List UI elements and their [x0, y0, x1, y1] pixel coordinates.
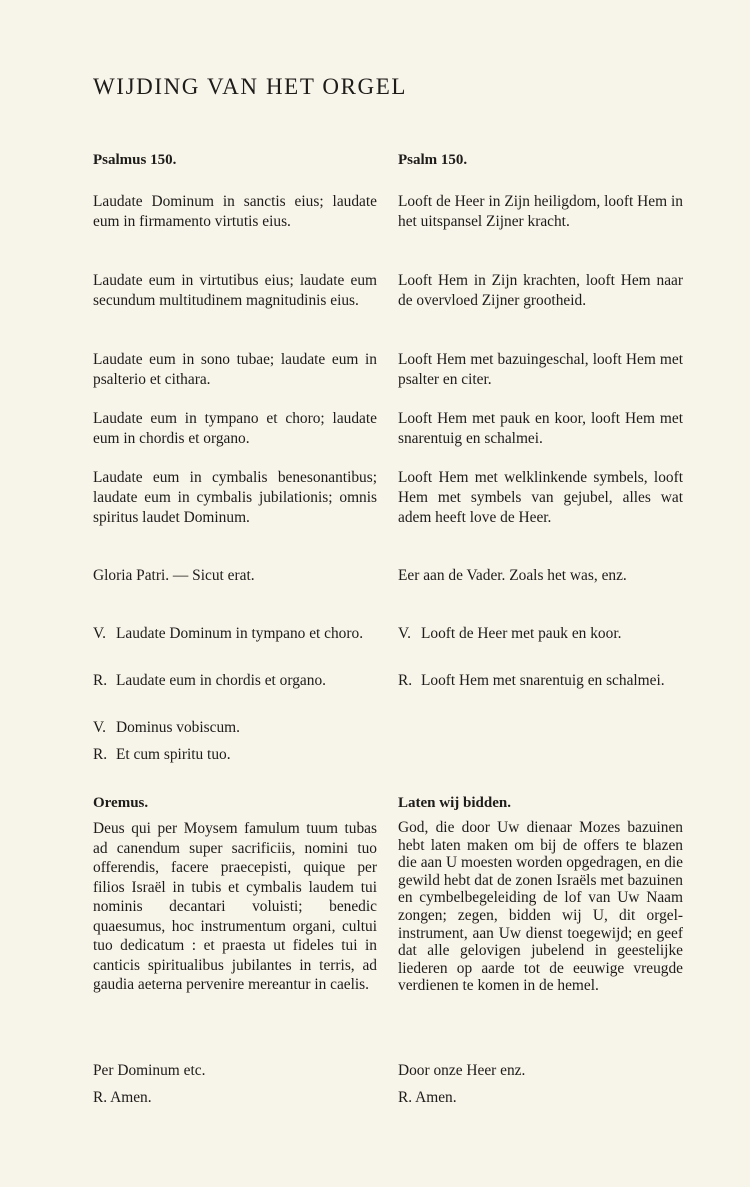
- dutch-prayer: God, die door Uw dienaar Mozes bazuinen hebt laten maken om bij de offers te blazen die aan U moesten worden opgedragen, en die gewild hebt dat de zonen Israëls met bazuinen en cymbelbegeleiding de lof van Uw Naam zongen; zegen, bidden wij U, dit orgel-instrument, aan Uw dienst toegewijd; en geef dat alle gelovigen jubelend in geestelijke liederen op aarde tot de eeuwige vreugde verdienen te komen in de hemel.: [398, 819, 683, 995]
- latin-amen: R. Amen.: [93, 1089, 152, 1106]
- dutch-verse-4: Looft Hem met pauk en koor, looft Hem met snarentuig en schalmei.: [398, 410, 683, 447]
- response-text: Looft Hem met snarentuig en schalmei.: [421, 672, 665, 689]
- versicle-text: Dominus vobiscum.: [116, 719, 240, 736]
- response-mark: R.: [398, 672, 413, 689]
- response-mark: R.: [93, 672, 108, 689]
- latin-prayer-heading: Oremus.: [93, 795, 149, 811]
- dutch-gloria: Eer aan de Vader. Zoals het was, enz.: [398, 567, 627, 584]
- response-text: Et cum spiritu tuo.: [116, 746, 231, 763]
- latin-verse-1: Laudate Dominum in sanctis eius; laudate eum in firmamento virtutis eius.: [93, 193, 377, 230]
- latin-verse-3: Laudate eum in sono tubae; laudate eum in psalterio et cithara.: [93, 351, 377, 388]
- versicle-mark: V.: [398, 625, 411, 642]
- latin-psalm-heading: Psalmus 150.: [93, 152, 177, 168]
- dutch-psalm-heading: Psalm 150.: [398, 152, 468, 168]
- versicle-text: Laudate Dominum in tympano et choro.: [116, 625, 364, 642]
- dutch-verse-3: Looft Hem met bazuingeschal, looft Hem met psalter en citer.: [398, 351, 683, 388]
- dutch-closing: Door onze Heer enz.: [398, 1062, 526, 1079]
- latin-response-1: [93, 671, 377, 691]
- latin-closing: Per Dominum etc.: [93, 1062, 206, 1079]
- dutch-prayer-heading: Laten wij bidden.: [398, 795, 511, 811]
- versicle-mark: V.: [93, 719, 106, 736]
- dutch-versicle-1: [398, 624, 683, 644]
- versicle-text: Looft de Heer met pauk en koor.: [421, 625, 622, 642]
- page-title: WIJDING VAN HET ORGEL: [93, 74, 408, 99]
- dutch-amen: R. Amen.: [398, 1089, 457, 1106]
- versicle-mark: V.: [93, 625, 106, 642]
- dutch-verse-2: Looft Hem in Zijn krachten, looft Hem naar de overvloed Zijner grootheid.: [398, 272, 683, 309]
- dutch-response-1: [398, 671, 683, 691]
- latin-response-2: [93, 745, 377, 765]
- latin-prayer: Deus qui per Moysem famulum tuum tubas ad canendum super sacrificiis, nomini tuo offerendis, facere praecepisti, quique per filios Israël in tubis et cymbalis laudem tui nominis decantari voluisti; benedic quaesumus, hoc instrumentum organi, cultui tuo dedicatum : et praesta ut fideles tui in canticis spiritualibus jubilantes in terris, ad gaudia aeterna pervenire mereantur in caelis.: [93, 820, 377, 993]
- latin-verse-2: Laudate eum in virtutibus eius; laudate eum secundum multitudinem magnitudinis eius.: [93, 272, 377, 309]
- response-text: Laudate eum in chordis et organo.: [116, 672, 326, 689]
- latin-gloria: Gloria Patri. — Sicut erat.: [93, 567, 255, 584]
- latin-versicle-2: [93, 718, 377, 738]
- latin-versicle-1: [93, 624, 377, 644]
- response-mark: R.: [93, 746, 108, 763]
- dutch-verse-1: Looft de Heer in Zijn heiligdom, looft Hem in het uitspansel Zijner kracht.: [398, 193, 683, 230]
- latin-verse-4: Laudate eum in tympano et choro; laudate eum in chordis et organo.: [93, 410, 377, 447]
- dutch-verse-5: Looft Hem met welklinkende symbels, looft Hem met symbels van gejubel, alles wat adem heeft love de Heer.: [398, 469, 683, 526]
- latin-verse-5: Laudate eum in cymbalis benesonantibus; laudate eum in cymbalis jubilationis; omnis spiritus laudet Dominum.: [93, 469, 377, 526]
